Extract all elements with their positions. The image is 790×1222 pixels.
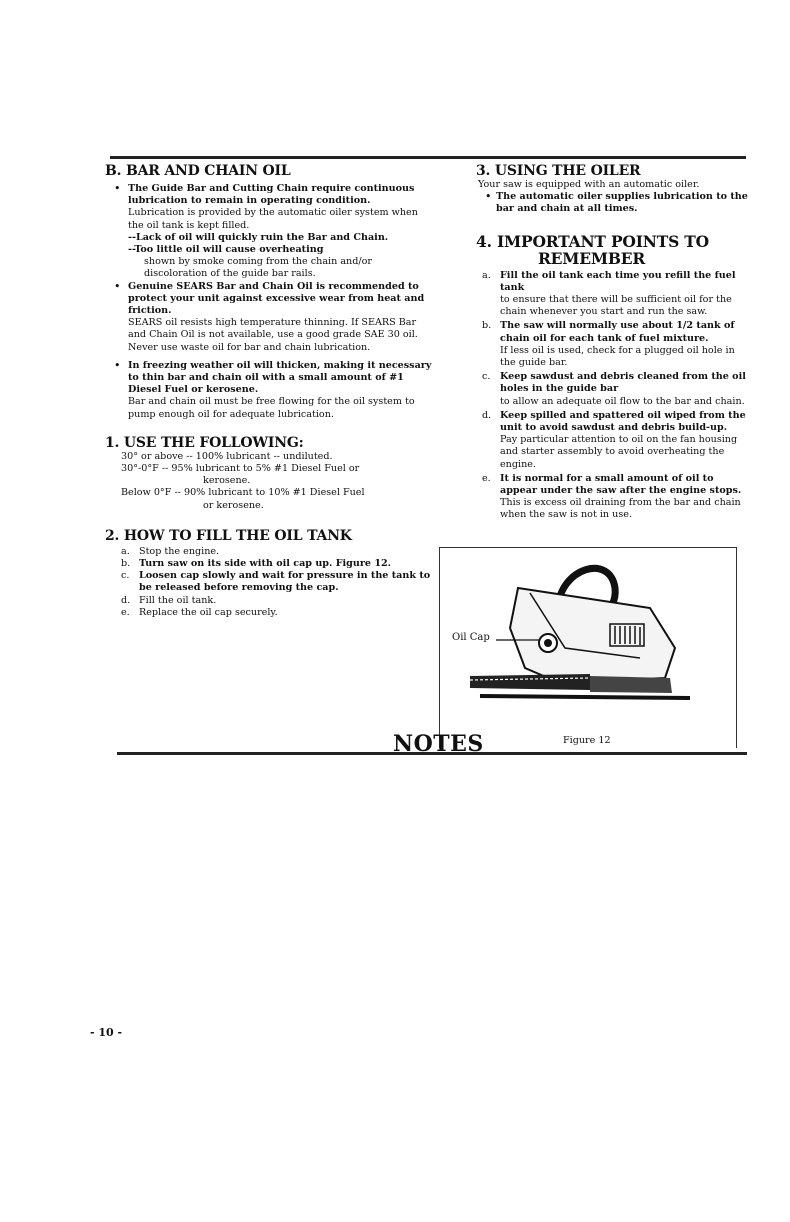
figure-caption: Figure 12 (563, 735, 611, 746)
point-a (482, 270, 751, 319)
bullet3-bold: • In freezing weather oil will thicken, making it necessary to thin bar and chain oil with a small amount of #1 Diesel Fuel or kerosene. (128, 359, 432, 396)
dilution-line1: 30° or above -- 100% lubricant -- undiluted. (121, 450, 333, 462)
fill-steps-list (105, 546, 433, 619)
point-bold-text: Keep sawdust and debris cleaned from the oil holes in the guide bar (500, 371, 746, 395)
point-e (482, 473, 751, 522)
notes-title: NOTES (393, 731, 484, 757)
figure-12-box (439, 547, 737, 748)
fill-step-b (121, 558, 433, 570)
point-text: to allow an adequate oil flow to the bar and chain. (500, 395, 745, 407)
fill-step-d (121, 595, 433, 607)
dilution-line3a: Below 0°F -- 90% lubricant to 10% #1 Diesel Fuel (121, 487, 365, 499)
point-text: to ensure that there will be sufficient oil for the chain whenever you start and run the saw. (500, 294, 732, 318)
point-c (482, 371, 751, 408)
step-marker: d. (121, 594, 131, 606)
point-marker: e. (482, 472, 491, 484)
point-marker: a. (482, 269, 491, 281)
step-marker: b. (121, 558, 131, 570)
bullet-genuine-oil (105, 281, 433, 354)
point-text: This is excess oil draining from the bar and chain when the saw is not in use. (500, 497, 741, 521)
section-b-heading: B. BAR AND CHAIN OIL (105, 163, 291, 179)
point-bold-text: Keep spilled and spattered oil wiped from the unit to avoid sawdust and debris build-up. (500, 409, 746, 434)
step-marker: a. (121, 545, 130, 557)
bullet-freezing (105, 360, 433, 421)
oiler-text: Your saw is equipped with an automatic oiler. (478, 179, 700, 190)
dash2-text: shown by smoke coming from the chain and/or discoloration of the guide bar rails. (144, 256, 372, 280)
bullet2-bold: • Genuine SEARS Bar and Chain Oil is recommended to protect your unit against excessive wear from heat and friction. (128, 280, 425, 317)
point-bold-text: The saw will normally use about 1/2 tank of chain oil for each tank of fuel mixture. (500, 320, 735, 344)
fill-step-a (121, 546, 433, 558)
step-marker: e. (121, 606, 130, 618)
top-rule (110, 156, 746, 159)
point-text: Pay particular attention to oil on the fan housing and starter assembly to avoid overheating the engine. (500, 434, 738, 470)
dash2-bold: --Too little oil will cause overheating (128, 244, 324, 256)
step-marker: c. (121, 570, 130, 582)
point-b (482, 320, 751, 369)
dilution-line2a: 30°-0°F -- 95% lubricant to 5% #1 Diesel Fuel or (121, 463, 360, 475)
section-2-heading: 2. HOW TO FILL THE OIL TANK (105, 527, 352, 544)
bullet2-text: SEARS oil resists high temperature thinning. If SEARS Bar and Chain Oil is not available, use a good grade SAE 30 oil. Never use waste oil for bar and chain lubrication. (128, 317, 418, 353)
dilution-line3b: or kerosene. (203, 499, 264, 511)
fill-step-c (121, 570, 433, 594)
point-bold-text: Fill the oil tank each time you refill the fuel tank (500, 269, 736, 293)
section-1-heading: 1. USE THE FOLLOWING: (105, 434, 304, 451)
section-4-heading-line1: 4. IMPORTANT POINTS TO (476, 231, 709, 251)
oil-cap-label: Oil Cap (452, 632, 490, 643)
bullet-guide-bar (105, 183, 433, 281)
point-text: If less oil is used, check for a plugged oil hole in the guide bar. (500, 344, 735, 369)
bullet3-text: Bar and chain oil must be free flowing for the oil system to pump enough oil for adequate lubrication. (128, 396, 415, 420)
point-d (482, 410, 751, 471)
point-marker: b. (482, 320, 492, 332)
oiler-bullet-bold: • The automatic oiler supplies lubrication to the bar and chain at all times. (496, 191, 748, 215)
dilution-line2b: kerosene. (203, 475, 251, 487)
bullet1-bold: • The Guide Bar and Cutting Chain require continuous lubrication to remain in operating condition. (128, 183, 415, 207)
right-column (476, 163, 751, 522)
bullet1-text: Lubrication is provided by the automatic oiler system when the oil tank is kept filled. (128, 207, 418, 231)
important-points-list (476, 270, 751, 522)
step-text: Stop the engine. (139, 545, 220, 557)
fill-step-e (121, 607, 433, 619)
point-bold-text: It is normal for a small amount of oil to appear under the saw after the engine stops. (500, 472, 742, 497)
left-column (105, 163, 433, 619)
point-marker: d. (482, 409, 492, 421)
bullet-auto-oiler (476, 191, 751, 215)
step-text: Loosen cap slowly and wait for pressure in the tank to be released before removing the cap. (139, 570, 431, 594)
section-3-heading: 3. USING THE OILER (476, 163, 641, 179)
page-number: - 10 - (90, 1026, 123, 1039)
dash1-text: --Lack of oil will quickly ruin the Bar and Chain. (128, 231, 389, 243)
dilution-table (105, 451, 433, 512)
step-text: Replace the oil cap securely. (139, 606, 278, 618)
chainsaw-illustration (440, 548, 736, 748)
step-text: Fill the oil tank. (139, 594, 217, 606)
section-4-heading-line2: REMEMBER (538, 248, 646, 268)
step-text: Turn saw on its side with oil cap up. Figure 12. (139, 558, 392, 570)
point-marker: c. (482, 371, 491, 383)
